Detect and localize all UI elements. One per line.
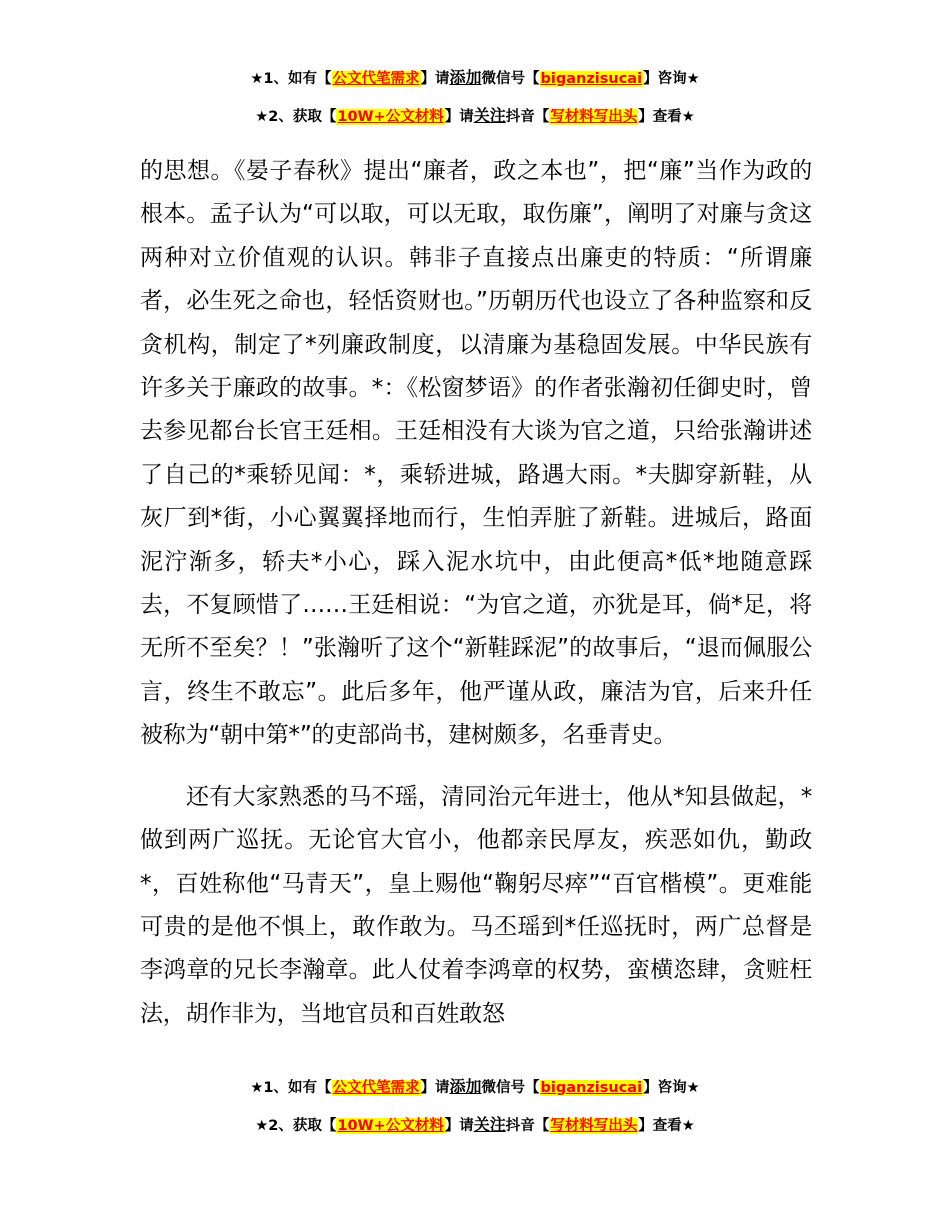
banner-suffix: 】咨询★ (643, 1080, 700, 1096)
paragraph: 还有大家熟悉的马不瑶，清同治元年进士，他从*知县做起，*做到两广巡抚。无论官大官小，他都亲民厚友，疾恶如仇，勤政*，百姓称他“马青天”，皇上赐他“鞠躬尽瘁”“百官楷模”。更难能可贵的是他不惧上，敢作敢为。马丕瑶到*任巡抚时，两广总督是李鸿章的兄长李瀚章。此人仗着李鸿章的权势，蛮横恣肆，贪赃枉法，胡作非为，当地官员和百姓敢怒 (140, 783, 812, 1027)
banner-douyin-id: 写材料写出头 (550, 1118, 638, 1134)
banner-text: 抖音【 (505, 1118, 550, 1134)
banner-highlight: 公文代笔需求 (332, 71, 420, 87)
banner-wechat-id: biganzisucai (540, 71, 643, 87)
footer-banner-line-1 (0, 1077, 950, 1098)
banner-prefix: ★1、如有【 (250, 1080, 332, 1096)
banner-suffix: 】查看★ (638, 109, 695, 125)
banner-text: 微信号【 (481, 1080, 540, 1096)
banner-text: 抖音【 (505, 109, 550, 125)
banner-suffix: 】查看★ (638, 1118, 695, 1134)
banner-emphasis: 关注 (473, 106, 506, 125)
banner-prefix: ★1、如有【 (250, 71, 332, 87)
paragraph: 的思想。《晏子春秋》提出“廉者，政之本也”，把“廉”当作为政的根本。孟子认为“可以取，可以无取，取伤廉”，阐明了对廉与贪这两种对立价值观的认识。韩非子直接点出廉吏的特质：“所谓廉者，必生死之命也，轻恬资财也。”历朝历代也设立了各种监察和反贪机构，制定了*列廉政制度，以清廉为基稳固发展。中华民族有许多关于廉政的故事。*：《松窗梦语》的作者张瀚初任御史时，曾去参见都台长官王廷相。王廷相没有大谈为官之道，只给张瀚讲述了自己的*乘轿见闻：*，乘轿进城，路遇大雨。*夫脚穿新鞋，从灰厂到*街，小心翼翼择地而行，生怕弄脏了新鞋。进城后，路面泥泞渐多，轿夫*小心，踩入泥水坑中，由此便高*低*地随意踩去，不复顾惜了……王廷相说：“为官之道，亦犹是耳，倘*足，将无所不至矣？！”张瀚听了这个“新鞋踩泥”的故事后，“退而佩服公言，终生不敢忘”。此后多年，他严谨从政，廉洁为官，后来升任被称为“朝中第*”的吏部尚书，建树颇多，名垂青史。 (140, 158, 812, 749)
banner-text: 】请 (444, 109, 474, 125)
banner-text: 】请 (444, 1118, 474, 1134)
banner-douyin-id: 写材料写出头 (550, 109, 638, 125)
banner-emphasis: 添加 (449, 68, 482, 87)
header-banner-line-2 (0, 106, 950, 127)
document-body (140, 150, 812, 1036)
banner-highlight: 10W+公文材料 (337, 109, 444, 125)
banner-wechat-id: biganzisucai (540, 1080, 643, 1096)
banner-suffix: 】咨询★ (643, 71, 700, 87)
banner-prefix: ★2、获取【 (255, 109, 337, 125)
footer-banner-line-2 (0, 1115, 950, 1136)
banner-text: 】请 (420, 1080, 450, 1096)
banner-emphasis: 关注 (473, 1115, 506, 1134)
header-banner-line-1 (0, 68, 950, 89)
banner-text: 微信号【 (481, 71, 540, 87)
banner-highlight: 公文代笔需求 (332, 1080, 420, 1096)
banner-highlight: 10W+公文材料 (337, 1118, 444, 1134)
banner-text: 】请 (420, 71, 450, 87)
banner-prefix: ★2、获取【 (255, 1118, 337, 1134)
banner-emphasis: 添加 (449, 1077, 482, 1096)
